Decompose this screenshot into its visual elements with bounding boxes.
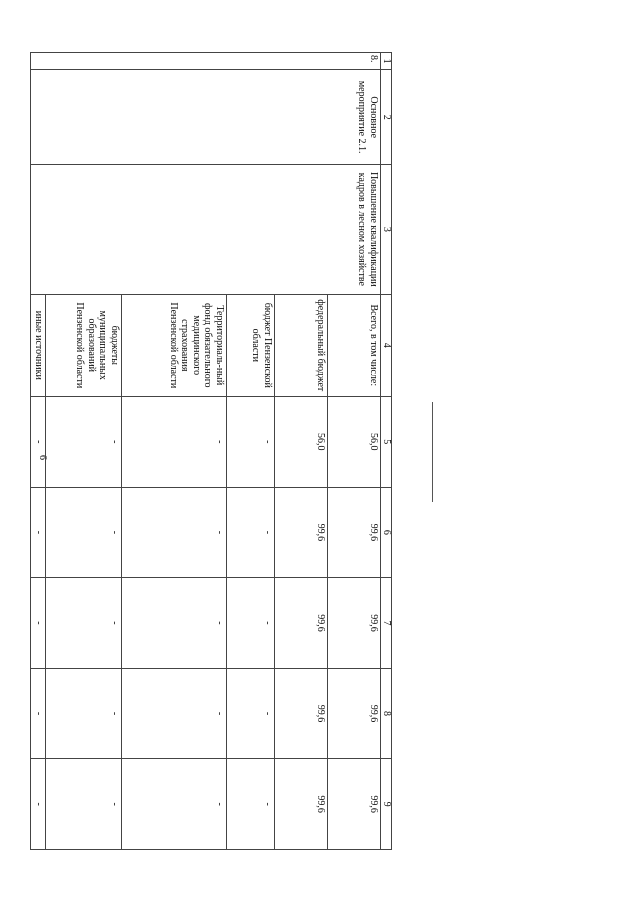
- financing-table: [30, 52, 392, 850]
- value-cell: 99,6: [275, 578, 328, 669]
- value-cell: 56,0: [328, 397, 381, 488]
- value-cell: -: [227, 487, 275, 578]
- source-name: иные источники: [31, 294, 46, 396]
- value-cell: -: [46, 487, 122, 578]
- header-cell: 1: [381, 53, 392, 70]
- value-cell: -: [31, 487, 46, 578]
- value-cell: 99,6: [328, 487, 381, 578]
- value-cell: 99,6: [328, 759, 381, 850]
- activity-cell: Основное мероприятие 2.1.: [31, 70, 381, 165]
- header-cell: 5: [381, 397, 392, 488]
- value-cell: -: [46, 668, 122, 759]
- rotated-page-content: [33, 52, 392, 850]
- source-name: бюджеты муниципальных образований Пензенской области: [46, 294, 122, 396]
- value-cell: -: [227, 759, 275, 850]
- header-cell: 3: [381, 165, 392, 294]
- value-cell: 99,6: [275, 668, 328, 759]
- value-cell: -: [122, 397, 227, 488]
- value-cell: -: [227, 578, 275, 669]
- value-cell: -: [31, 578, 46, 669]
- value-cell: 99,6: [275, 487, 328, 578]
- value-cell: -: [31, 668, 46, 759]
- header-cell: 4: [381, 294, 392, 396]
- value-cell: -: [46, 578, 122, 669]
- source-name: Всего, в том числе:: [328, 294, 381, 396]
- header-cell: 8: [381, 668, 392, 759]
- source-name: бюджет Пензенской области: [227, 294, 275, 396]
- value-cell: -: [122, 759, 227, 850]
- value-cell: -: [122, 668, 227, 759]
- header-cell: 9: [381, 759, 392, 850]
- value-cell: -: [227, 397, 275, 488]
- title-cell: Повышение квалификации кадров в лесном хозяйстве: [31, 165, 381, 294]
- header-cell: 2: [381, 70, 392, 165]
- closing-rule: [432, 402, 433, 502]
- value-cell: -: [122, 578, 227, 669]
- value-cell: 99,6: [328, 668, 381, 759]
- header-row: [381, 53, 392, 850]
- value-cell: 56,0: [275, 397, 328, 488]
- value-cell: -: [122, 487, 227, 578]
- value-cell: -: [46, 759, 122, 850]
- header-cell: 7: [381, 578, 392, 669]
- value-cell: 99,6: [275, 759, 328, 850]
- value-cell: -: [46, 397, 122, 488]
- value-cell: 99,6: [328, 578, 381, 669]
- row-number: 8.: [31, 53, 381, 70]
- table-row: [328, 53, 381, 850]
- value-cell: -: [227, 668, 275, 759]
- source-name: федеральный бюджет: [275, 294, 328, 396]
- value-cell: -: [31, 759, 46, 850]
- page-number: 6: [37, 455, 48, 460]
- value-cell: -: [31, 397, 46, 488]
- header-cell: 6: [381, 487, 392, 578]
- source-name: Территориаль-ный фонд обязательного медицинского страхования Пензенской области: [122, 294, 227, 396]
